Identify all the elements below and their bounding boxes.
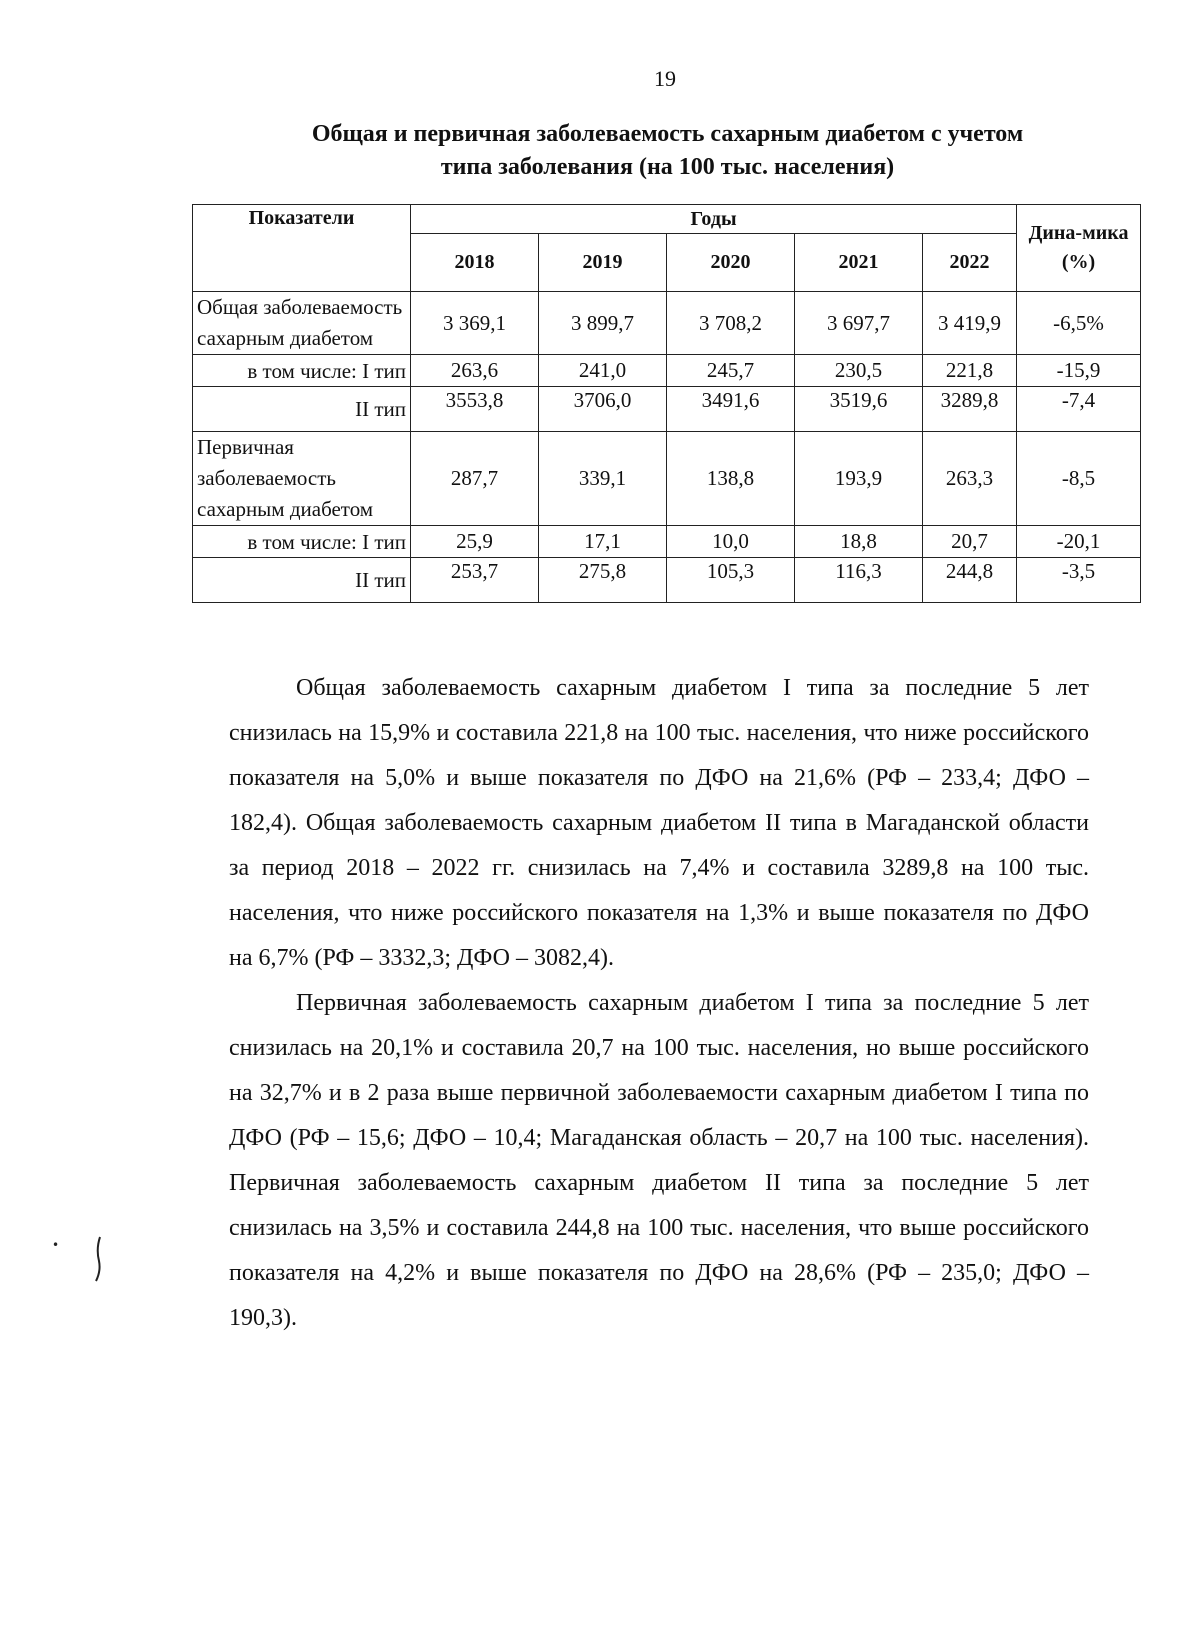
incidence-table <box>192 204 1141 603</box>
header-indicators: Показатели <box>193 205 411 292</box>
title-line-1: Общая и первичная заболеваемость сахарным диабетом с учетом <box>311 121 1024 147</box>
cell-value: 116,3 <box>795 558 923 603</box>
cell-value: 275,8 <box>539 558 667 603</box>
cell-value: 18,8 <box>795 526 923 558</box>
cell-value: 263,3 <box>923 432 1017 526</box>
cell-value: 3 369,1 <box>411 292 539 355</box>
row-label: II тип <box>193 387 411 432</box>
cell-value: 10,0 <box>667 526 795 558</box>
cell-value: 105,3 <box>667 558 795 603</box>
scan-stroke <box>92 1235 106 1283</box>
header-year: 2022 <box>923 234 1017 292</box>
table-row <box>193 432 1141 526</box>
cell-value: 287,7 <box>411 432 539 526</box>
cell-value: 3289,8 <box>923 387 1017 432</box>
paragraph: Общая заболеваемость сахарным диабетом I типа за последние 5 лет снизилась на 15,9% и составила 221,8 на 100 тыс. населения, что ниже российского показателя на 5,0% и выше показателя по ДФО на 21,6% (РФ – 233,4; ДФО – 182,4). Общая заболеваемость сахарным диабетом II типа в Магаданской области за период 2018 – 2022 гг. снизилась на 7,4% и составила 3289,8 на 100 тыс. населения, что ниже российского показателя на 1,3% и выше показателя по ДФО на 6,7% (РФ – 3332,3; ДФО – 3082,4). <box>229 675 1089 971</box>
cell-value: 339,1 <box>539 432 667 526</box>
title-line-2: типа заболевания (на 100 тыс. населения) <box>440 154 895 180</box>
cell-value: 241,0 <box>539 355 667 387</box>
row-label: II тип <box>193 558 411 603</box>
row-label: Первичная заболеваемость сахарным диабетом <box>193 432 411 526</box>
cell-dynamics: -20,1 <box>1017 526 1141 558</box>
cell-value: 230,5 <box>795 355 923 387</box>
table-row <box>193 526 1141 558</box>
cell-value: 193,9 <box>795 432 923 526</box>
cell-value: 3 419,9 <box>923 292 1017 355</box>
row-label: в том числе: I тип <box>193 526 411 558</box>
cell-value: 3519,6 <box>795 387 923 432</box>
page-number: 19 <box>654 66 676 91</box>
header-dynamics: Дина-мика (%) <box>1017 205 1141 292</box>
cell-value: 221,8 <box>923 355 1017 387</box>
table-row <box>193 355 1141 387</box>
cell-value: 3 708,2 <box>667 292 795 355</box>
paragraph: Первичная заболеваемость сахарным диабетом I типа за последние 5 лет снизилась на 20,1% и составила 20,7 на 100 тыс. населения, но выше российского на 32,7% и в 2 раза выше первичной заболеваемости сахарным диабетом I типа по ДФО (РФ – 15,6; ДФО – 10,4; Магаданская область – 20,7 на 100 тыс. населения). Первичная заболеваемость сахарным диабетом II типа за последние 5 лет снизилась на 3,5% и составила 244,8 на 100 тыс. населения, что выше российского показателя на 4,2% и выше показателя по ДФО на 28,6% (РФ – 235,0; ДФО – 190,3). <box>229 990 1089 1331</box>
cell-value: 138,8 <box>667 432 795 526</box>
cell-value: 25,9 <box>411 526 539 558</box>
scan-speck: • <box>52 1238 60 1252</box>
cell-dynamics: -7,4 <box>1017 387 1141 432</box>
cell-value: 3706,0 <box>539 387 667 432</box>
document-title <box>195 118 1140 184</box>
table-row <box>193 558 1141 603</box>
header-years: Годы <box>411 205 1017 234</box>
row-label: в том числе: I тип <box>193 355 411 387</box>
cell-value: 3 899,7 <box>539 292 667 355</box>
cell-value: 3491,6 <box>667 387 795 432</box>
body-text <box>229 666 1089 1341</box>
cell-value: 244,8 <box>923 558 1017 603</box>
cell-value: 245,7 <box>667 355 795 387</box>
cell-value: 253,7 <box>411 558 539 603</box>
cell-value: 3 697,7 <box>795 292 923 355</box>
cell-value: 263,6 <box>411 355 539 387</box>
table-row <box>193 292 1141 355</box>
table-row <box>193 387 1141 432</box>
header-year: 2021 <box>795 234 923 292</box>
cell-value: 17,1 <box>539 526 667 558</box>
cell-value: 20,7 <box>923 526 1017 558</box>
header-year: 2019 <box>539 234 667 292</box>
header-year: 2018 <box>411 234 539 292</box>
cell-dynamics: -6,5% <box>1017 292 1141 355</box>
cell-dynamics: -8,5 <box>1017 432 1141 526</box>
cell-dynamics: -3,5 <box>1017 558 1141 603</box>
cell-value: 3553,8 <box>411 387 539 432</box>
row-label: Общая заболеваемость сахарным диабетом <box>193 292 411 355</box>
header-year: 2020 <box>667 234 795 292</box>
cell-dynamics: -15,9 <box>1017 355 1141 387</box>
